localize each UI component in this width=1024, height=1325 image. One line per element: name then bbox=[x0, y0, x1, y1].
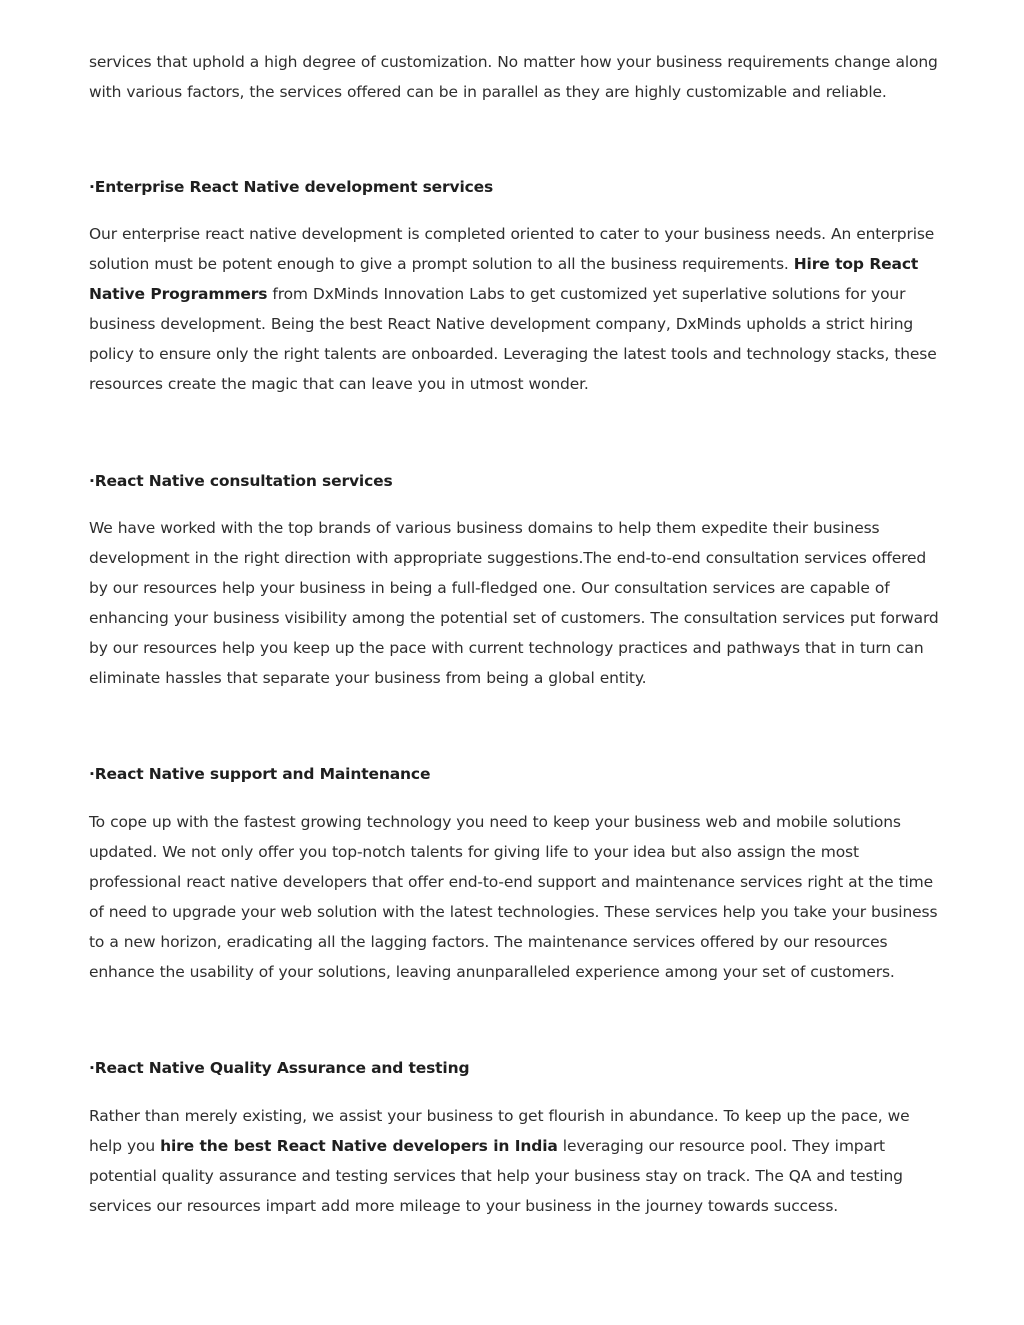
section-paragraph-enterprise bbox=[89, 219, 939, 399]
section-paragraph-support bbox=[89, 807, 939, 987]
section-heading-text: Enterprise React Native development services bbox=[94, 178, 494, 196]
section-paragraph-qa bbox=[89, 1101, 939, 1221]
paragraph-text: To cope up with the fastest growing technology you need to keep your business web and mobile solutions updated. We not only offer you top-notch talents for giving life to your idea but also assign the most professional react native developers that offer end-to-end support and maintenance services right at the time of need to upgrade your web solution with the latest technologies. These services help you take your business to a new horizon, eradicating all the lagging factors. The maintenance services offered by our resources enhance the usability of your solutions, leaving anunparalleled experience among your set of customers. bbox=[89, 813, 938, 981]
bold-link-text: Hire top React Native Programmers bbox=[89, 255, 919, 303]
section-heading-enterprise bbox=[89, 176, 939, 198]
paragraph-text: We have worked with the top brands of various business domains to help them expedite their business development in the right direction with appropriate suggestions.The end-to-end consultation services offered by our resources help your business in being a full-fledged one. Our consultation services are capable of enhancing your business visibility among the potential set of customers. The consultation services put forward by our resources help you keep up the pace with current technology practices and pathways that in turn can eliminate hassles that separate your business from being a global entity. bbox=[89, 519, 939, 687]
section-heading-support bbox=[89, 763, 939, 785]
intro-paragraph: services that uphold a high degree of customization. No matter how your business requirements change along with various factors, the services offered can be in parallel as they are highly customizable and reliable. bbox=[89, 53, 938, 101]
section-heading-consultation bbox=[89, 470, 939, 492]
bullet-glyph: · bbox=[89, 178, 95, 196]
bullet-glyph: · bbox=[89, 765, 95, 783]
section-heading-qa bbox=[89, 1057, 939, 1079]
section-heading-text: React Native consultation services bbox=[94, 472, 393, 490]
section-heading-text: React Native Quality Assurance and testing bbox=[94, 1059, 470, 1077]
bullet-glyph: · bbox=[89, 1059, 95, 1077]
paragraph-text: Our enterprise react native development is completed oriented to cater to your business needs. An enterprise solution must be potent enough to give a prompt solution to all the business requirements. bbox=[89, 225, 935, 273]
paragraph-text: from DxMinds Innovation Labs to get customized yet superlative solutions for your business development. Being the best React Native development company, DxMinds upholds a strict hiring policy to ensure only the right talents are onboarded. Leveraging the latest tools and technology stacks, these resources create the magic that can leave you in utmost wonder. bbox=[89, 285, 937, 393]
paragraph-text: Rather than merely existing, we assist your business to get flourish in abundance. To keep up the pace, we help you bbox=[89, 1107, 910, 1155]
paragraph-text: leveraging our resource pool. They impart potential quality assurance and testing services that help your business stay on track. The QA and testing services our resources impart add more mileage to your business in the journey towards success. bbox=[89, 1137, 903, 1215]
bold-link-text: hire the best React Native developers in India bbox=[160, 1137, 558, 1155]
section-paragraph-consultation bbox=[89, 513, 939, 693]
section-heading-text: React Native support and Maintenance bbox=[94, 765, 431, 783]
bullet-glyph: · bbox=[89, 472, 95, 490]
